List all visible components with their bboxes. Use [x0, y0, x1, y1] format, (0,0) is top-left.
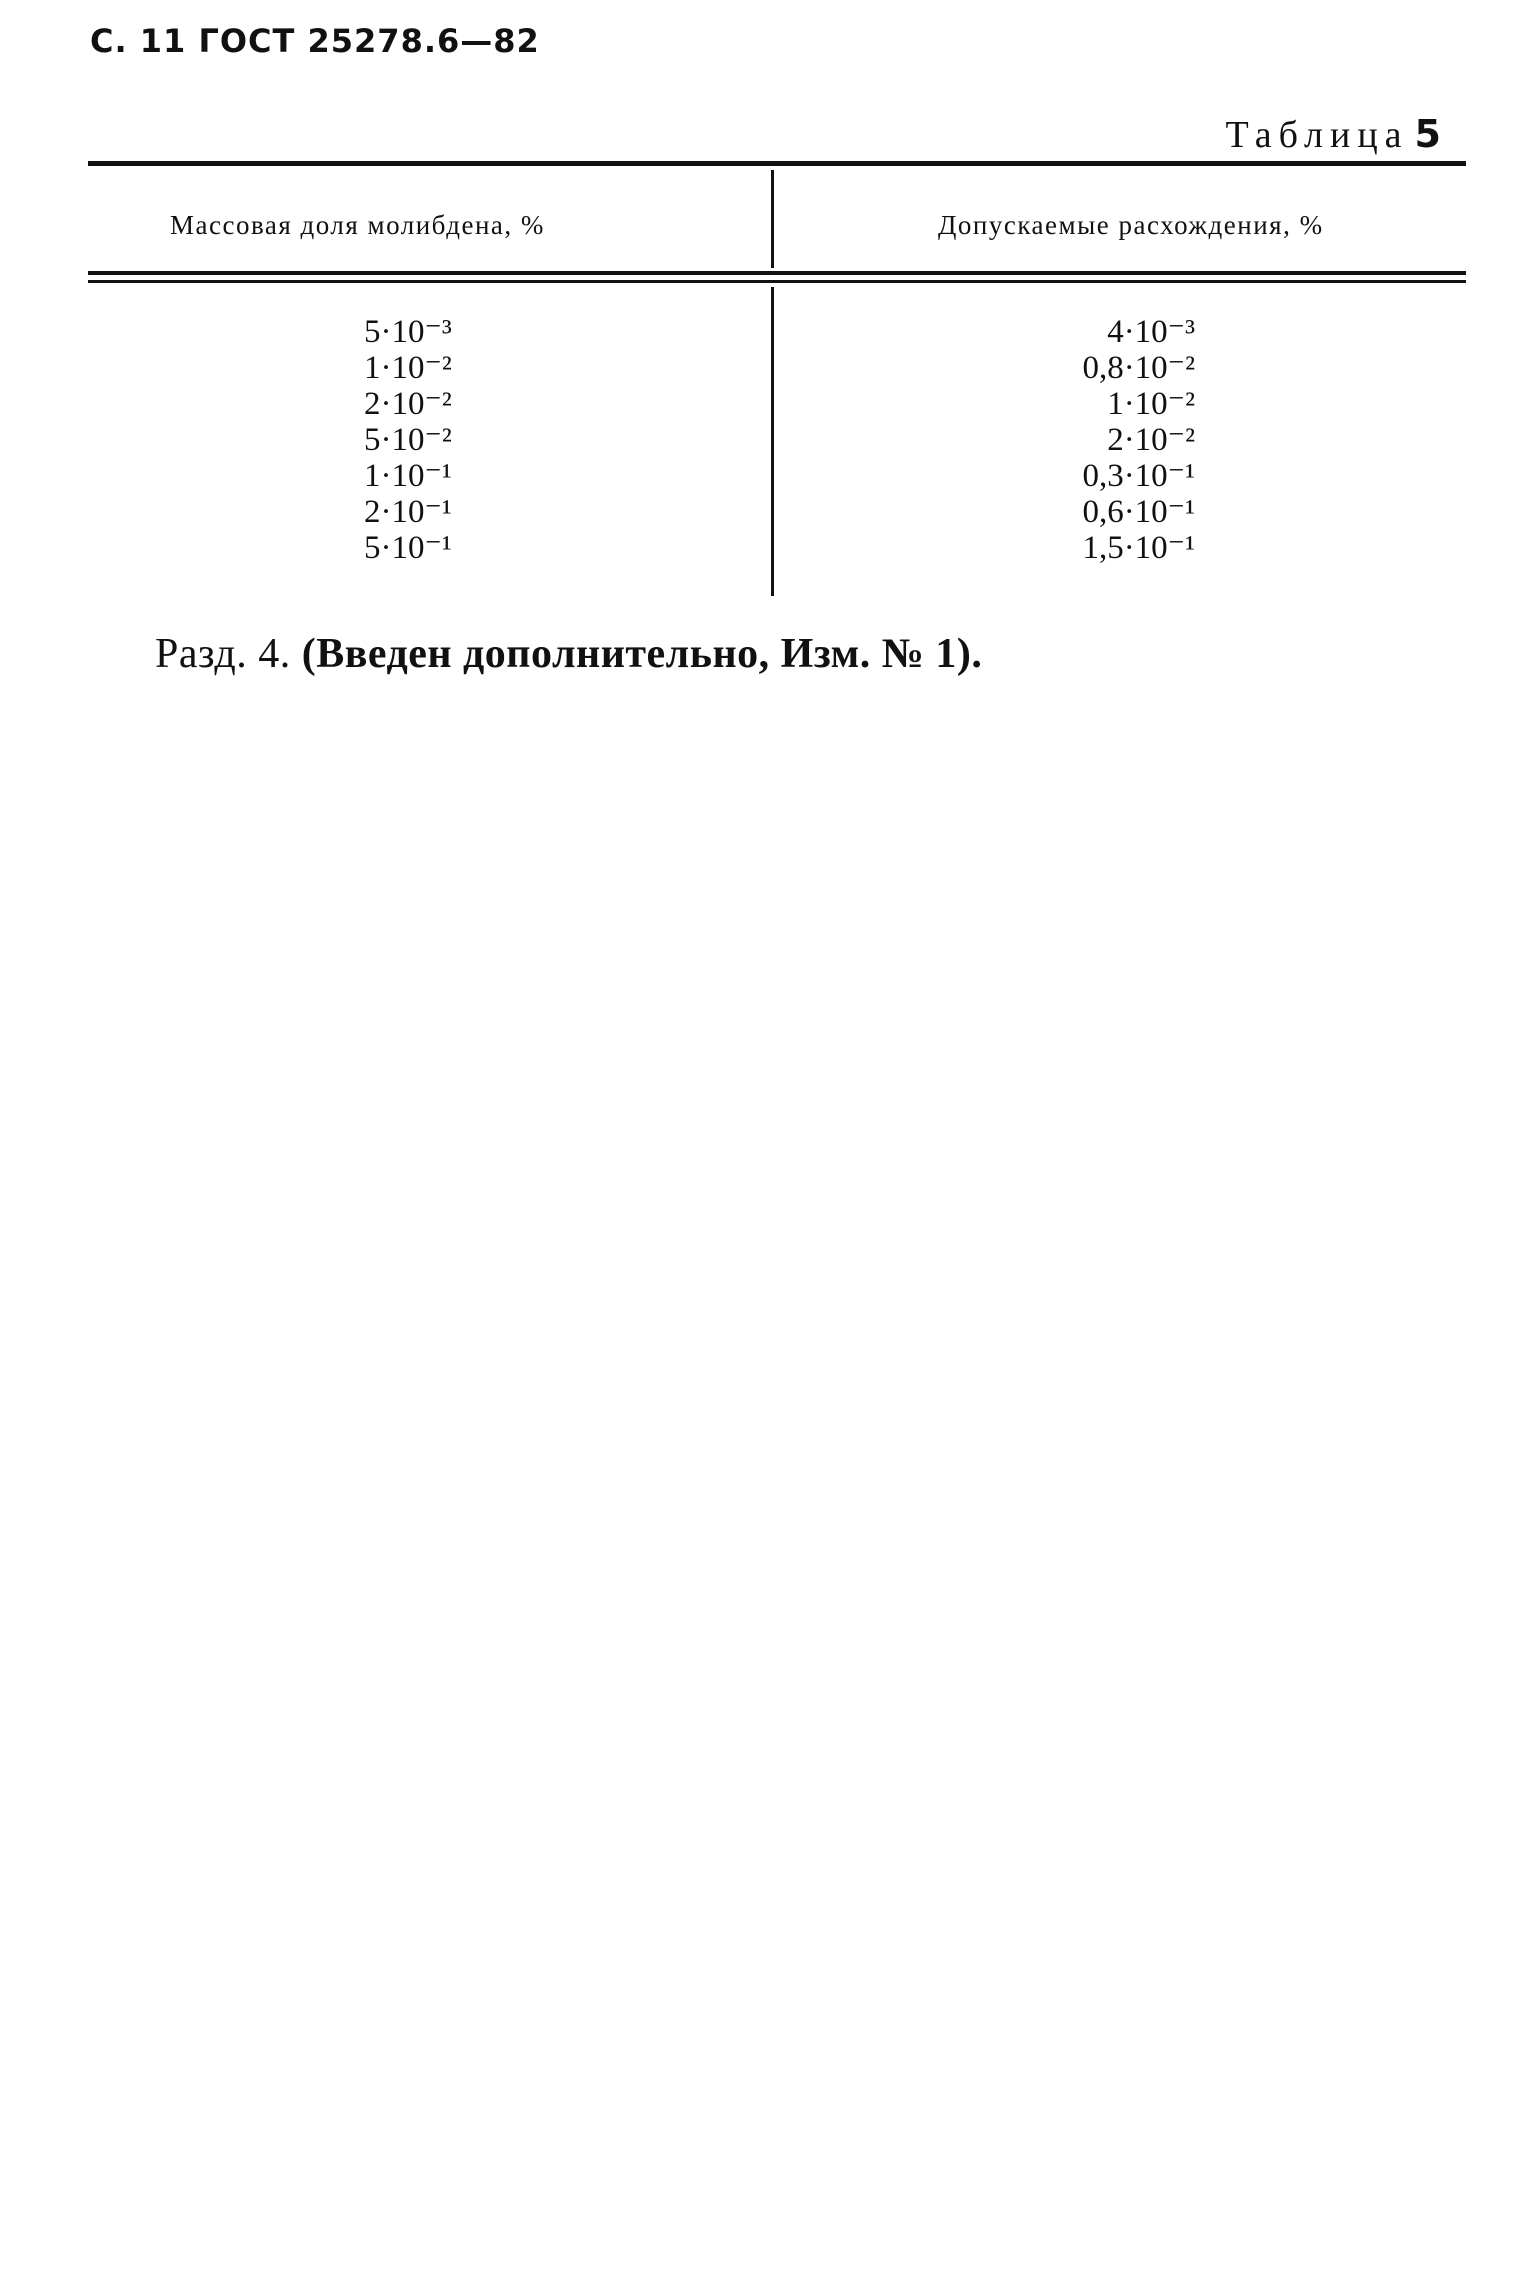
column-header-mass-fraction: Массовая доля молибдена, % — [170, 210, 545, 240]
table-cell-tolerance: 1·10⁻² — [1107, 386, 1195, 422]
body-column-divider — [771, 287, 774, 596]
section-note — [155, 630, 982, 678]
section-note-text: (Введен дополнительно, Изм. № 1). — [301, 631, 983, 677]
table-caption-label: Таблица — [1225, 114, 1409, 156]
table-cell-mass-fraction: 5·10⁻² — [364, 422, 452, 458]
table-cell-mass-fraction: 2·10⁻² — [364, 386, 452, 422]
table-cell-mass-fraction: 2·10⁻¹ — [364, 494, 452, 530]
header-separator-rule — [88, 271, 1466, 275]
header-column-divider — [771, 170, 774, 268]
table-caption-number: 5 — [1414, 112, 1441, 156]
column-mass-fraction-values — [364, 314, 452, 566]
table-cell-mass-fraction: 1·10⁻² — [364, 350, 452, 386]
table-cell-tolerance: 0,6·10⁻¹ — [1082, 494, 1195, 530]
table-cell-mass-fraction: 5·10⁻³ — [364, 314, 452, 350]
table-top-rule — [88, 161, 1466, 166]
column-tolerance-values — [1082, 314, 1195, 566]
section-note-prefix: Разд. 4. — [155, 631, 291, 677]
table-cell-mass-fraction: 5·10⁻¹ — [364, 530, 452, 566]
page-header: С. 11 ГОСТ 25278.6—82 — [90, 22, 540, 60]
column-header-tolerance: Допускаемые расхождения, % — [938, 210, 1324, 240]
table-cell-tolerance: 0,3·10⁻¹ — [1082, 458, 1195, 494]
table-cell-tolerance: 4·10⁻³ — [1107, 314, 1195, 350]
table-cell-tolerance: 1,5·10⁻¹ — [1082, 530, 1195, 566]
table-cell-tolerance: 2·10⁻² — [1107, 422, 1195, 458]
table-cell-tolerance: 0,8·10⁻² — [1082, 350, 1195, 386]
table-cell-mass-fraction: 1·10⁻¹ — [364, 458, 452, 494]
header-separator-rule-second — [88, 280, 1466, 283]
table-caption — [1226, 112, 1441, 157]
